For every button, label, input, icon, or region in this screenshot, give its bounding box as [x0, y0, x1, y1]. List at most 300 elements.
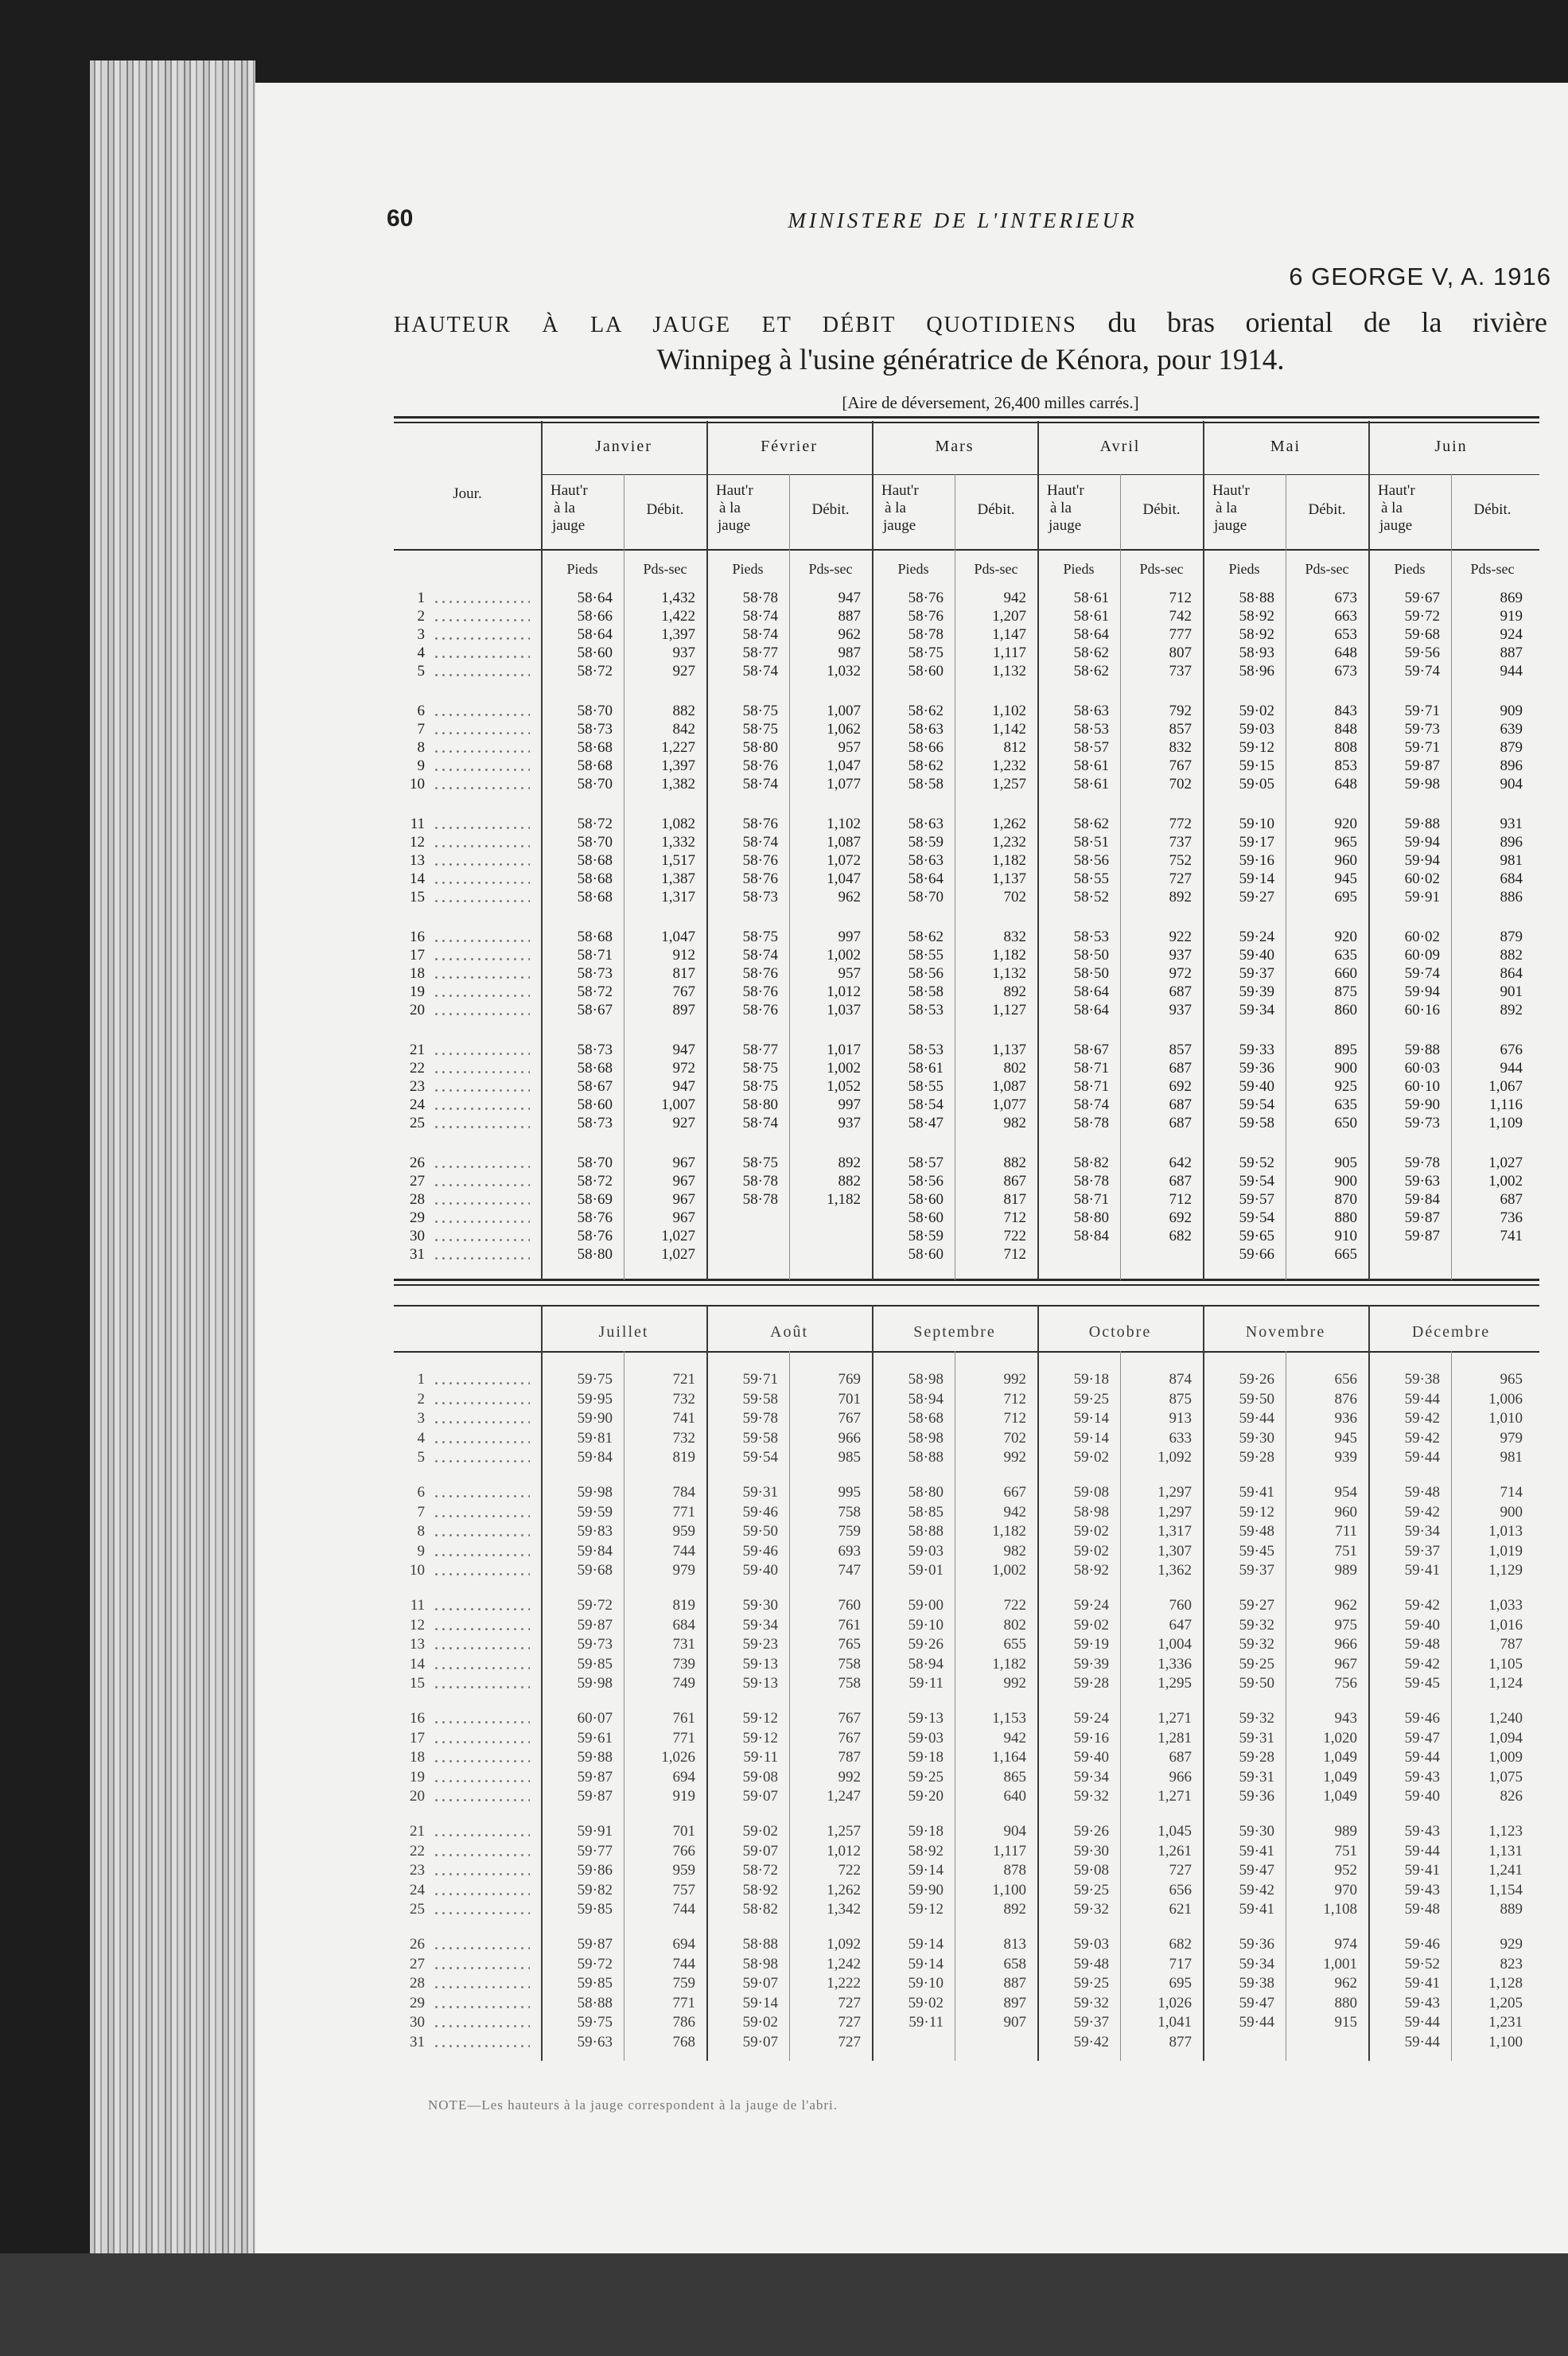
discharge-cell: 875 — [1334, 983, 1357, 1000]
gauge-height-cell: 59·46 — [1404, 1710, 1440, 1727]
discharge-cell: 1,002 — [827, 1060, 861, 1077]
day-label: 20 — [410, 1788, 425, 1805]
discharge-cell: 1,137 — [992, 1042, 1026, 1058]
discharge-cell: 922 — [1169, 929, 1192, 945]
gauge-height-cell: 58·56 — [908, 965, 944, 982]
discharge-cell: 1,049 — [1323, 1788, 1357, 1805]
gauge-height-cell: 59·58 — [1239, 1115, 1274, 1131]
discharge-cell: 1,002 — [992, 1562, 1026, 1579]
leader-dots — [433, 1573, 530, 1575]
gauge-height-cell: 58·64 — [908, 870, 944, 887]
gauge-height-cell: 59·58 — [742, 1429, 778, 1447]
day-label: 31 — [410, 2033, 425, 2050]
discharge-cell: 712 — [1003, 1209, 1026, 1226]
discharge-cell: 942 — [1003, 1503, 1026, 1521]
day-label: 19 — [410, 983, 425, 1000]
gauge-height-cell: 58·64 — [577, 626, 613, 643]
discharge-cell: 879 — [1500, 739, 1523, 756]
leader-dots — [433, 2025, 530, 2027]
discharge-cell: 1,397 — [661, 626, 695, 643]
gauge-height-cell: 59·42 — [1239, 1881, 1274, 1898]
discharge-cell: 920 — [1334, 929, 1357, 945]
day-label: 3 — [417, 1410, 425, 1427]
gauge-height-cell: 58·71 — [577, 947, 613, 964]
discharge-cell: 737 — [1169, 663, 1192, 680]
scan-background — [0, 2253, 1568, 2356]
gauge-height-cell: 58·62 — [1073, 663, 1109, 680]
leader-dots — [433, 958, 530, 960]
discharge-cell: 992 — [838, 1768, 861, 1785]
discharge-cell: 777 — [1169, 626, 1192, 643]
discharge-cell: 943 — [1334, 1710, 1357, 1727]
gauge-height-cell: 59·85 — [577, 1975, 613, 1992]
gauge-height-cell: 59·27 — [1239, 1597, 1274, 1614]
gauge-height-cell: 59·25 — [1073, 1975, 1109, 1992]
discharge-cell: 931 — [1500, 816, 1523, 832]
discharge-cell: 802 — [1003, 1616, 1026, 1634]
gauge-height-cell: 59·71 — [742, 1371, 778, 1388]
gauge-height-cell: 58·92 — [1073, 1562, 1109, 1579]
day-label: 17 — [410, 1729, 425, 1747]
leader-dots — [433, 732, 530, 734]
discharge-cell: 997 — [838, 929, 861, 945]
discharge-cell: 874 — [1169, 1371, 1192, 1388]
discharge-cell: 900 — [1334, 1060, 1357, 1077]
discharge-cell: 1,271 — [1158, 1710, 1192, 1727]
day-label: 27 — [410, 1955, 425, 1972]
gauge-height-cell: 59·45 — [1239, 1542, 1274, 1560]
gauge-height-cell: 58·74 — [742, 626, 778, 643]
gauge-height-cell: 58·78 — [1073, 1115, 1109, 1131]
day-label: 13 — [410, 852, 425, 869]
gauge-height-cell: 58·78 — [742, 590, 778, 606]
discharge-cell: 727 — [1169, 870, 1192, 887]
gauge-height-cell: 59·42 — [1404, 1655, 1440, 1673]
height-column-header: Haut'r — [551, 482, 588, 499]
discharge-cell: 1,262 — [992, 816, 1026, 832]
discharge-cell: 712 — [1003, 1246, 1026, 1263]
day-label: 19 — [410, 1768, 425, 1785]
gauge-height-cell: 59·07 — [742, 1975, 778, 1992]
gauge-height-cell: 58·75 — [742, 1155, 778, 1171]
discharge-cell: 714 — [1500, 1484, 1523, 1501]
gauge-height-cell: 58·74 — [742, 834, 778, 851]
day-label: 21 — [410, 1823, 425, 1840]
leader-dots — [433, 1239, 530, 1241]
gauge-height-cell: 60·07 — [577, 1710, 613, 1727]
discharge-cell: 896 — [1500, 757, 1523, 774]
discharge-cell: 889 — [1500, 1901, 1523, 1918]
discharge-cell: 802 — [1003, 1060, 1026, 1077]
discharge-cell: 663 — [1334, 608, 1357, 625]
gauge-height-cell: 59·12 — [908, 1901, 944, 1918]
discharge-cell: 1,002 — [827, 947, 861, 964]
gauge-height-cell: 58·63 — [908, 852, 944, 869]
discharge-cell: 939 — [1334, 1449, 1357, 1466]
gauge-height-cell: 58·77 — [742, 1042, 778, 1058]
gauge-height-cell: 59·87 — [577, 1788, 613, 1805]
gauge-height-cell: 59·28 — [1239, 1449, 1274, 1466]
discharge-cell: 972 — [672, 1060, 695, 1077]
gauge-height-cell: 58·64 — [577, 590, 613, 606]
session-label: 6 GEORGE V, A. 1916 — [1289, 263, 1551, 290]
gauge-height-cell: 58·66 — [577, 608, 613, 625]
day-label: 8 — [417, 739, 425, 756]
leader-dots — [433, 1460, 530, 1462]
gauge-height-cell: 58·59 — [908, 1228, 944, 1244]
discharge-cell: 962 — [838, 889, 861, 905]
gauge-height-cell: 58·58 — [908, 776, 944, 792]
gauge-height-cell: 60·16 — [1404, 1002, 1440, 1018]
leader-dots — [433, 1947, 530, 1949]
leader-dots — [433, 1686, 530, 1688]
gauge-height-cell: 59·28 — [1073, 1675, 1109, 1692]
discharge-cell: 813 — [1003, 1936, 1026, 1953]
leader-dots — [433, 1495, 530, 1497]
discharge-cell: 1,072 — [827, 852, 861, 869]
discharge-cell: 981 — [1500, 852, 1523, 869]
discharge-cell: 962 — [838, 626, 861, 643]
discharge-cell: 687 — [1169, 1060, 1192, 1077]
discharge-cell: 1,129 — [1488, 1562, 1523, 1579]
leader-dots — [433, 940, 530, 942]
discharge-cell: 1,062 — [827, 721, 861, 738]
gauge-height-cell: 59·24 — [1239, 929, 1274, 945]
discharge-cell: 694 — [672, 1936, 695, 1953]
gauge-height-cell: 58·68 — [577, 1060, 613, 1077]
gauge-height-cell: 59·68 — [577, 1562, 613, 1579]
leader-dots — [433, 637, 530, 640]
discharge-cell: 760 — [1169, 1597, 1192, 1614]
discharge-cell: 989 — [1334, 1562, 1357, 1579]
gauge-height-cell: 58·76 — [742, 965, 778, 982]
day-label: 17 — [410, 947, 425, 964]
discharge-cell: 992 — [1003, 1371, 1026, 1388]
month-header: Octobre — [1088, 1323, 1152, 1341]
discharge-cell: 1,087 — [992, 1078, 1026, 1095]
day-label: 9 — [417, 757, 425, 774]
discharge-cell: 757 — [672, 1881, 695, 1898]
gauge-height-cell: 59·73 — [1404, 721, 1440, 738]
discharge-cell: 727 — [838, 2033, 861, 2050]
leader-dots — [433, 1166, 530, 1168]
discharge-cell: 792 — [1169, 703, 1192, 719]
day-label: 25 — [410, 1901, 425, 1918]
discharge-cell: 1,182 — [992, 1655, 1026, 1673]
discharge-cell: 722 — [1003, 1597, 1026, 1614]
discharge-cell: 882 — [672, 703, 695, 719]
discharge-cell: 1,241 — [1488, 1862, 1523, 1879]
discharge-column-header: Débit. — [1473, 501, 1512, 518]
gauge-height-cell: 58·72 — [577, 663, 613, 680]
gauge-height-cell: 58·98 — [1073, 1503, 1109, 1521]
gauge-height-cell: 59·24 — [1073, 1710, 1109, 1727]
discharge-cell: 1,092 — [1158, 1449, 1192, 1466]
gauge-height-cell: 59·94 — [1404, 852, 1440, 869]
gauge-height-cell: 59·87 — [1404, 757, 1440, 774]
discharge-cell: 936 — [1334, 1410, 1357, 1427]
gauge-height-cell: 58·71 — [1073, 1191, 1109, 1208]
discharge-cell: 655 — [1003, 1636, 1026, 1653]
discharge-cell: 673 — [1334, 663, 1357, 680]
gauge-height-cell: 58·67 — [577, 1078, 613, 1095]
gauge-height-cell: 58·62 — [908, 703, 944, 719]
discharge-cell: 1,182 — [827, 1191, 861, 1208]
day-label: 2 — [417, 1390, 425, 1408]
discharge-cell: 892 — [1003, 983, 1026, 1000]
height-column-header: jauge — [1214, 517, 1247, 534]
gauge-height-cell: 58·76 — [742, 852, 778, 869]
discharge-cell: 860 — [1334, 1002, 1357, 1018]
gauge-height-cell: 59·40 — [1239, 947, 1274, 964]
discharge-cell: 892 — [1003, 1901, 1026, 1918]
discharge-cell: 761 — [672, 1710, 695, 1727]
day-column-header: Jour. — [453, 485, 482, 502]
gauge-height-cell: 58·74 — [742, 663, 778, 680]
leader-dots — [433, 769, 530, 771]
gauge-height-cell: 60·10 — [1404, 1078, 1440, 1095]
discharge-cell: 927 — [672, 1115, 695, 1131]
gauge-height-cell: 59·30 — [742, 1597, 778, 1614]
gauge-height-cell: 59·84 — [577, 1542, 613, 1560]
discharge-cell: 985 — [838, 1449, 861, 1466]
discharge-cell: 656 — [1334, 1371, 1357, 1388]
discharge-cell: 635 — [1334, 1096, 1357, 1113]
discharge-cell: 878 — [1003, 1862, 1026, 1879]
gauge-height-cell: 58·68 — [577, 757, 613, 774]
discharge-cell: 979 — [1500, 1429, 1523, 1447]
gauge-height-cell: 59·12 — [742, 1729, 778, 1747]
discharge-cell: 766 — [672, 1842, 695, 1859]
gauge-height-cell: 58·64 — [1073, 1002, 1109, 1018]
gauge-height-cell: 58·67 — [577, 1002, 613, 1018]
gauge-height-cell: 59·72 — [577, 1955, 613, 1972]
gauge-height-cell: 59·71 — [1404, 703, 1440, 719]
gauge-height-cell: 59·02 — [908, 1994, 944, 2011]
discharge-cell: 1,117 — [992, 644, 1026, 661]
gauge-height-cell: 59·98 — [1404, 776, 1440, 792]
month-header-rule — [541, 474, 1539, 475]
gauge-height-cell: 59·86 — [577, 1862, 613, 1879]
day-label: 26 — [410, 1936, 425, 1953]
day-label: 20 — [410, 1002, 425, 1018]
discharge-cell: 812 — [1003, 739, 1026, 756]
gauge-height-cell: 59·98 — [577, 1484, 613, 1501]
discharge-cell: 966 — [1334, 1636, 1357, 1653]
leader-dots — [433, 1647, 530, 1649]
gauge-height-cell: 58·82 — [742, 1901, 778, 1918]
gauge-height-cell: 58·76 — [742, 870, 778, 887]
gauge-height-cell: 59·41 — [1404, 1862, 1440, 1879]
gauge-height-cell: 59·26 — [1239, 1371, 1274, 1388]
discharge-cell: 767 — [1169, 757, 1192, 774]
height-column-header: à la — [1050, 500, 1072, 516]
leader-dots — [433, 1402, 530, 1404]
discharge-cell: 751 — [1334, 1842, 1357, 1859]
gauge-height-cell: 59·32 — [1239, 1710, 1274, 1727]
gauge-height-cell: 59·43 — [1404, 1994, 1440, 2011]
discharge-cell: 633 — [1169, 1429, 1192, 1447]
leader-dots — [433, 787, 530, 789]
leader-dots — [433, 1202, 530, 1205]
gauge-height-cell: 59·02 — [1239, 703, 1274, 719]
gauge-height-cell: 59·44 — [1404, 1842, 1440, 1859]
gauge-height-cell: 59·37 — [1404, 1542, 1440, 1560]
gauge-height-cell: 58·75 — [742, 1078, 778, 1095]
discharge-cell: 1,009 — [1488, 1749, 1523, 1766]
gauge-height-cell: 58·80 — [742, 739, 778, 756]
discharge-cell: 1,247 — [827, 1788, 861, 1805]
gauge-height-cell: 59·43 — [1404, 1768, 1440, 1785]
discharge-cell: 1,207 — [992, 608, 1026, 625]
gauge-height-cell: 58·66 — [908, 739, 944, 756]
gauge-height-cell: 59·34 — [1404, 1523, 1440, 1540]
leader-dots — [433, 845, 530, 847]
gauge-height-cell: 59·81 — [577, 1429, 613, 1447]
discharge-cell: 880 — [1334, 1994, 1357, 2011]
gauge-height-cell: 59·10 — [908, 1616, 944, 1634]
discharge-cell: 915 — [1334, 2014, 1357, 2031]
discharge-cell: 687 — [1169, 1749, 1192, 1766]
discharge-cell: 965 — [1334, 834, 1357, 851]
discharge-cell: 772 — [1169, 816, 1192, 832]
gauge-height-cell: 58·92 — [1239, 608, 1274, 625]
height-column-header: à la — [1381, 500, 1403, 516]
day-label: 5 — [417, 1449, 425, 1466]
discharge-cell: 1,013 — [1488, 1523, 1523, 1540]
leader-dots — [433, 1780, 530, 1782]
gauge-height-cell: 58·60 — [908, 663, 944, 680]
discharge-cell: 1,049 — [1323, 1768, 1357, 1785]
height-column-header: à la — [554, 500, 575, 516]
discharge-cell: 1,387 — [661, 870, 695, 887]
leader-dots — [433, 1108, 530, 1110]
gauge-height-cell: 58·75 — [742, 1060, 778, 1077]
gauge-height-cell: 58·61 — [908, 1060, 944, 1077]
discharge-cell: 882 — [838, 1173, 861, 1190]
gauge-height-cell: 58·68 — [577, 852, 613, 869]
discharge-cell: 684 — [672, 1616, 695, 1634]
discharge-cell: 957 — [838, 965, 861, 982]
gauge-height-cell: 59·34 — [742, 1616, 778, 1634]
discharge-cell: 744 — [672, 1901, 695, 1918]
gauge-height-cell: 59·30 — [1073, 1842, 1109, 1859]
discharge-cell: 1,006 — [1488, 1390, 1523, 1408]
discharge-cell: 944 — [1500, 1060, 1523, 1077]
month-header: Décembre — [1411, 1323, 1491, 1341]
gauge-height-cell: 58·73 — [577, 1042, 613, 1058]
discharge-cell: 1,432 — [661, 590, 695, 606]
discharge-cell: 692 — [1169, 1209, 1192, 1226]
discharge-cell: 1,020 — [1323, 1729, 1357, 1747]
discharge-cell: 702 — [1169, 776, 1192, 792]
discharge-cell: 865 — [1003, 1768, 1026, 1785]
gauge-height-cell: 58·98 — [742, 1955, 778, 1972]
gauge-height-cell: 59·87 — [577, 1936, 613, 1953]
discharge-cell: 1,007 — [661, 1096, 695, 1113]
discharge-cell: 1,422 — [661, 608, 695, 625]
discharge-cell: 1,002 — [1488, 1173, 1523, 1190]
gauge-height-cell: 58·78 — [908, 626, 944, 643]
discharge-cell: 817 — [1003, 1191, 1026, 1208]
leader-dots — [433, 1893, 530, 1895]
discharge-cell: 857 — [1169, 1042, 1192, 1058]
gauge-height-cell: 59·07 — [742, 1788, 778, 1805]
leader-dots — [433, 1126, 530, 1128]
discharge-cell: 758 — [838, 1675, 861, 1692]
discharge-cell: 886 — [1500, 889, 1523, 905]
discharge-cell: 701 — [672, 1823, 695, 1840]
day-label: 24 — [410, 1881, 425, 1898]
discharge-cell: 887 — [1500, 644, 1523, 661]
discharge-cell: 1,102 — [827, 816, 861, 832]
day-label: 10 — [410, 776, 425, 792]
gauge-height-cell: 59·33 — [1239, 1042, 1274, 1058]
discharge-cell: 751 — [1334, 1542, 1357, 1560]
discharge-cell: 771 — [672, 1994, 695, 2011]
gauge-height-cell: 58·61 — [1073, 776, 1109, 792]
discharge-cell: 957 — [838, 739, 861, 756]
gauge-height-cell: 58·74 — [1073, 1096, 1109, 1113]
gauge-height-cell: 59·31 — [1239, 1768, 1274, 1785]
gauge-height-cell: 58·74 — [742, 776, 778, 792]
day-label: 16 — [410, 929, 425, 945]
gauge-height-cell: 59·36 — [1239, 1788, 1274, 1805]
discharge-cell: 887 — [1003, 1975, 1026, 1992]
gauge-height-cell: 58·76 — [742, 757, 778, 774]
discharge-cell: 919 — [1500, 608, 1523, 625]
day-label: 14 — [410, 1655, 425, 1673]
gauge-height-cell: 58·76 — [742, 1002, 778, 1018]
gauge-height-cell: 59·11 — [909, 2014, 944, 2031]
gauge-height-cell: 58·75 — [742, 721, 778, 738]
day-label: 3 — [417, 626, 425, 643]
discharge-cell: 1,077 — [992, 1096, 1026, 1113]
discharge-cell: 742 — [1169, 608, 1192, 625]
discharge-cell: 1,116 — [1488, 1096, 1523, 1113]
leader-dots — [433, 1421, 530, 1423]
gauge-height-cell: 59·08 — [1073, 1862, 1109, 1879]
gauge-height-cell: 59·08 — [742, 1768, 778, 1785]
discharge-cell: 1,017 — [827, 1042, 861, 1058]
discharge-cell: 695 — [1169, 1975, 1192, 1992]
discharge-cell: 687 — [1169, 1115, 1192, 1131]
discharge-cell: 712 — [1169, 1191, 1192, 1208]
discharge-cell: 687 — [1500, 1191, 1523, 1208]
discharge-cell: 676 — [1500, 1042, 1523, 1058]
day-label: 31 — [410, 1246, 425, 1263]
month-header: Juin — [1434, 438, 1468, 455]
discharge-cell: 989 — [1334, 1823, 1357, 1840]
discharge-cell: 761 — [838, 1616, 861, 1634]
leader-dots — [433, 1382, 530, 1384]
gauge-height-cell: 59·58 — [742, 1390, 778, 1408]
discharge-cell: 1,016 — [1488, 1616, 1523, 1634]
gauge-height-cell: 59·72 — [577, 1597, 613, 1614]
discharge-cell: 981 — [1500, 1449, 1523, 1466]
gauge-height-cell: 59·78 — [742, 1410, 778, 1427]
gauge-height-cell: 58·47 — [908, 1115, 944, 1131]
discharge-cell: 974 — [1334, 1936, 1357, 1953]
gauge-height-cell: 59·48 — [1404, 1484, 1440, 1501]
discharge-cell: 920 — [1334, 816, 1357, 832]
discharge-cell: 882 — [1500, 947, 1523, 964]
title-caps: HAUTEUR À LA JAUGE ET DÉBIT QUOTIDIENS — [394, 313, 1077, 337]
discharge-cell: 1,010 — [1488, 1410, 1523, 1427]
leader-dots — [433, 1013, 530, 1015]
gauge-height-cell: 58·88 — [1239, 590, 1274, 606]
gauge-height-cell: 59·71 — [1404, 739, 1440, 756]
